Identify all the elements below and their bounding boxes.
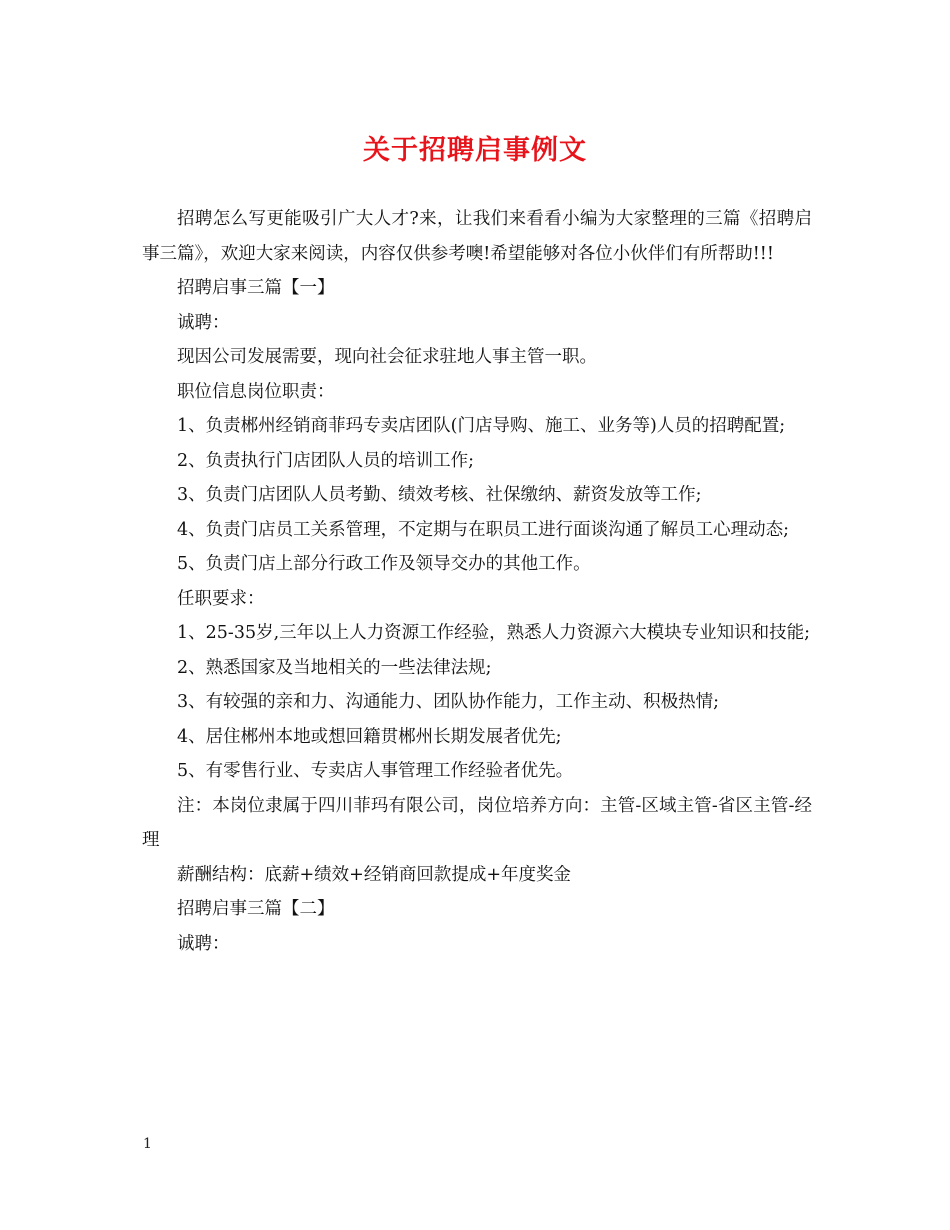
document-title: 关于招聘启事例文 bbox=[363, 135, 587, 166]
invitation-label: 诚聘： bbox=[177, 312, 230, 333]
requirement-item: 4、居住郴州本地或想回籍贯郴州长期发展者优先; bbox=[177, 726, 562, 747]
requirement-item: 2、熟悉国家及当地相关的一些法律法规; bbox=[177, 657, 492, 678]
requirement-item: 3、有较强的亲和力、沟通能力、团队协作能力，工作主动、积极热情; bbox=[177, 692, 720, 712]
duty-item: 1、负责郴州经销商菲玛专卖店团队(门店导购、施工、业务等)人员的招聘配置; bbox=[177, 416, 786, 436]
section-heading-two: 招聘启事三篇【二】 bbox=[177, 899, 335, 919]
document-body bbox=[142, 202, 812, 961]
note-paragraph: 注：本岗位隶属于四川菲玛有限公司，岗位培养方向：主管-区域主管-省区主管-经理 bbox=[142, 795, 812, 850]
intro-paragraph: 招聘怎么写更能吸引广大人才?来，让我们来看看小编为大家整理的三篇《招聘启事三篇》，欢迎大家来阅读，内容仅供参考噢!希望能够对各位小伙伴们有所帮助!!! bbox=[142, 209, 812, 264]
invitation-label: 诚聘： bbox=[177, 933, 230, 954]
duty-item: 3、负责门店团队人员考勤、绩效考核、社保缴纳、薪资发放等工作; bbox=[177, 485, 702, 505]
requirement-item: 5、有零售行业、专卖店人事管理工作经验者优先。 bbox=[177, 761, 574, 781]
position-announcement: 现因公司发展需要，现向社会征求驻地人事主管一职。 bbox=[177, 347, 597, 367]
section-heading-one: 招聘启事三篇【一】 bbox=[177, 278, 335, 298]
duty-item: 4、负责门店员工关系管理，不定期与在职员工进行面谈沟通了解员工心理动态; bbox=[177, 519, 790, 540]
requirement-item: 1、25-35岁,三年以上人力资源工作经验，熟悉人力资源六大模块专业知识和技能; bbox=[177, 623, 811, 643]
requirements-heading: 任职要求： bbox=[177, 588, 265, 609]
duty-item: 5、负责门店上部分行政工作及领导交办的其他工作。 bbox=[177, 554, 591, 574]
duties-heading: 职位信息岗位职责： bbox=[177, 381, 335, 402]
page-number: 1 bbox=[143, 1136, 152, 1152]
salary-structure: 薪酬结构：底薪+绩效+经销商回款提成+年度奖金 bbox=[177, 864, 571, 885]
duty-item: 2、负责执行门店团队人员的培训工作; bbox=[177, 450, 475, 471]
